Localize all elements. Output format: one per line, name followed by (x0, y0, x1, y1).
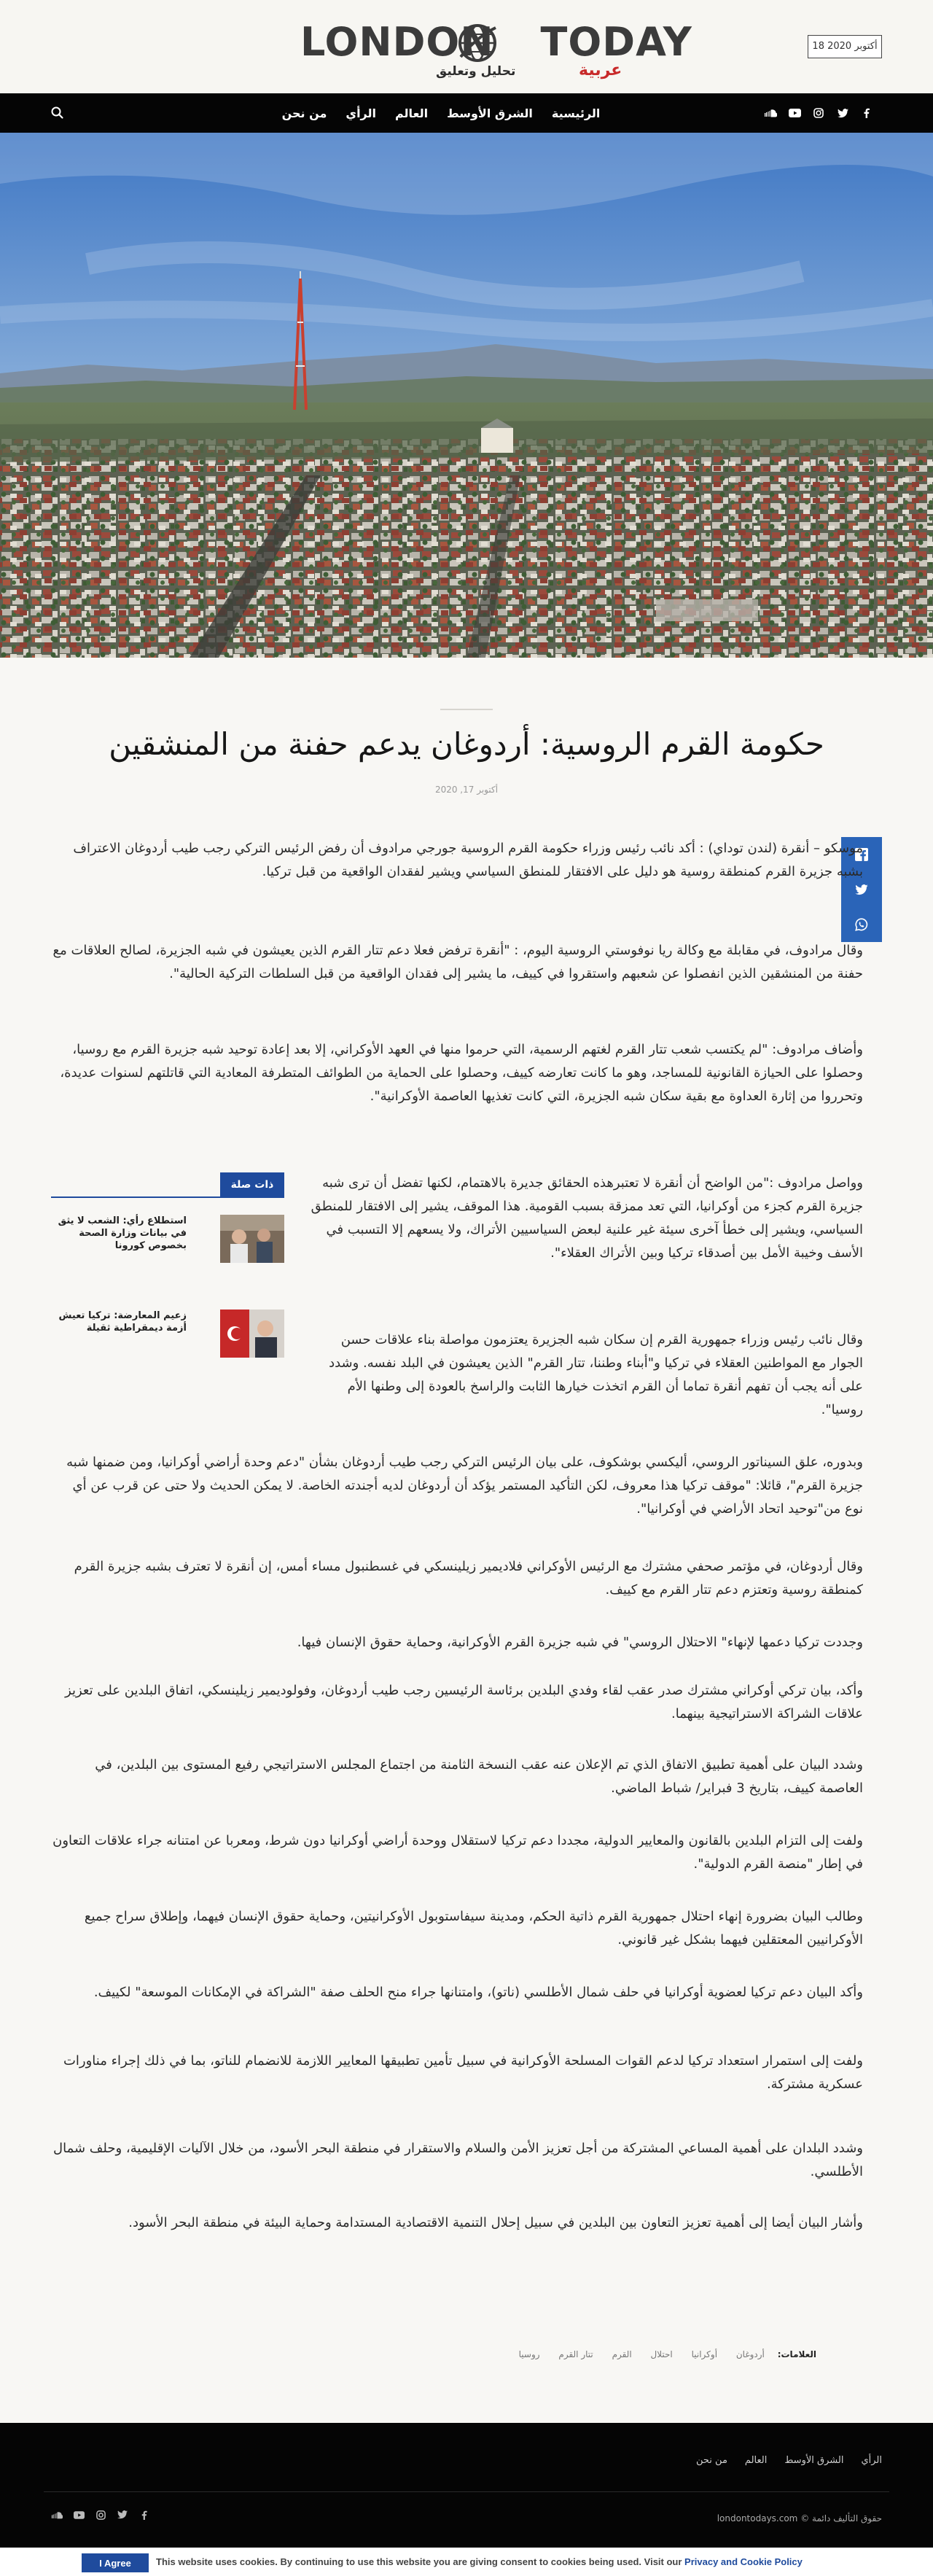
twitter-icon[interactable] (836, 106, 849, 120)
related-thumbnail[interactable] (220, 1310, 284, 1358)
logo-wordmark: LONDON TODAY (300, 19, 692, 65)
article-paragraph: وشدد البيان على أهمية تطبيق الاتفاق الذي تم الإعلان عنه عقب النسخة الثامنة من اجتماع المجلس الاستراتيجي رفيع المستوى بين البلدين، في العاصمة كييف، بتاريخ 3 فبراير/ شباط الماضي. (95, 1757, 863, 1796)
article-paragraph: وأضاف مرادوف: "لم يكتسب شعب تتار القرم لغتهم الرسمية، التي حرموا منها في العهد الأوكراني، إلا بعد إعادة توحيد شبه جزيرة القرم مع روسيا، وحصلوا على الحيازة القانونية للمساجد، وهو ما كانت تعارضه كييف، وحصلوا على الحماية من الطوائف المتطرفة المعادية التي قاتلتهم لسنوات عديدة، وتحرروا من إثارة العداوة مع بقية سكان شبه الجزيرة، التي كانت تغذيها العاصمة الأوكرانية". (60, 1042, 863, 1104)
city-panorama-illustration (0, 133, 933, 658)
related-title[interactable]: استطلاع رأي: الشعب لا يثق في بيانات وزارة الصحة بخصوص كورونا (58, 1215, 187, 1251)
article-paragraph: وواصل مرادوف :"من الواضح أن أنقرة لا تعتبرهذه الحقائق جديرة بالاهتمام، لكنها تفضل أن ترى شبه جزيرة القرم كجزء من أوكرانيا، التي تعد ممزقة بسبب القومية. هذا الموقف، يشير إلى الافتقار للمنطق السياسي، ويشير إلى خطأ آخرى سيئة غير علنية لبعض السياسيين الأتراك، ولا يسعهم إلا التسبب في الأسف وخيبة الأمل بين أصدقاء تركيا وبين الأتراك العقلاء". (311, 1175, 863, 1261)
soundcloud-icon[interactable] (51, 2509, 63, 2521)
article-paragraph: موسكو – أنقرة (لندن توداي) : أكد نائب رئيس وزراء حكومة القرم الروسية جورجي مرادوف أن رفض الرئيس التركي رجب طيب أردوغان الاعتراف بشبه جزيرة القرم كمنطقة روسية هو دليل على الافتقار للمنطق السياسي ويشير لفقدان الواقعية من قبل تركيا. (73, 841, 863, 879)
article-paragraph: وقال مرادوف، في مقابلة مع وكالة ريا نوفوستي الروسية اليوم، : "أنقرة ترفض فعلا دعم تتار القرم الذين يعيشون في شبه الجزيرة، لصالح العلاقات مع حفنة من المنشقين الذين انفصلوا عن شعبهم واستقروا في كييف، ما يشير إلى فقدان الواقعية من قبل السلطات التركية الحالية". (52, 943, 863, 981)
twitter-icon[interactable] (117, 2509, 128, 2521)
instagram-icon[interactable] (812, 106, 825, 120)
tag-link[interactable]: أوكرانيا (691, 2349, 718, 2359)
soundcloud-icon[interactable] (764, 106, 777, 120)
article-title: حكومة القرم الروسية: أردوغان يدعم حفنة من المنشقين (109, 726, 824, 762)
tags-label: العلامات: (777, 2349, 816, 2359)
nav-item-about[interactable]: من نحن (281, 106, 327, 120)
hero-image (0, 133, 933, 658)
youtube-icon[interactable] (788, 106, 801, 120)
site-logo[interactable] (300, 19, 692, 85)
cookie-text: This website uses cookies. By continuing to use this website you are giving consent to cookies being used. Visit our (156, 2556, 685, 2567)
nav-item-home[interactable]: الرئيسية (551, 106, 601, 120)
footer-link-about[interactable]: من نحن (696, 2455, 727, 2466)
search-icon[interactable] (50, 105, 66, 121)
header-date: 18 أكتوبر 2020 (808, 35, 882, 58)
article-paragraph: وبدوره، علق السيناتور الروسي، أليكسي بوشكوف، على بيان الرئيس التركي رجب طيب أردوغان بشأن "دعم وحدة أراضي أوكرانيا، ومن ضمنها شبه جزيرة القرم"، قائلا: "موقف تركيا هذا معروف، لكن التأكيد المستمر يؤكد أن أردوغان لديه أجندته الخاصة. لا يمكن الحديث ولا حتى عن قرب عن أي نوع من"توحيد اتحاد الأراضي في أوكرانيا". (66, 1455, 863, 1517)
footer-divider (44, 2491, 889, 2492)
main-nav (0, 93, 933, 133)
footer-social-icons (51, 2509, 150, 2521)
article-paragraph: ولفت إلى التزام البلدين بالقانون والمعايير الدولية، مجددا دعم تركيا لاستقلال ووحدة أراضي أوكرانيا دون شرط، ومعربا عن امتنانه جراء علاقات التعاون في إطار "منصة القرم الدولية". (52, 1833, 863, 1872)
article-paragraph: ولفت إلى استمرار استعداد تركيا لدعم القوات المسلحة الأوكرانية في سبيل تأمين تطبيقها المعايير اللازمة للانضمام للناتو، بما في ذلك إجراء مناورات عسكرية مشتركة. (63, 2053, 863, 2092)
article-paragraph: وقال أردوغان، في مؤتمر صحفي مشترك مع الرئيس الأوكراني فلاديمير زيلينسكي في غسطنبول مساء أمس، إن أنقرة لا تعترف بشبه جزيرة القرم كمنطقة روسية وتعتزم دعم تتار القرم مع كييف. (74, 1559, 863, 1598)
logo-arabic: عربية (579, 61, 622, 79)
tag-link[interactable]: أردوغان (735, 2349, 765, 2359)
article-paragraph: وطالب البيان بضرورة إنهاء احتلال جمهورية القرم ذاتية الحكم، ومدينة سيفاستوبول الأوكرانيتين، وحماية حقوق الإنسان فيهما، وإطلاق سراح جميع الأوكرانيين المعتقلين فيهما بشكل غير قانوني. (84, 1909, 863, 1947)
related-item[interactable] (51, 1215, 284, 1269)
title-divider (440, 709, 493, 710)
footer-link-middle-east[interactable]: الشرق الأوسط (784, 2455, 844, 2466)
privacy-policy-link[interactable]: Privacy and Cookie Policy (684, 2556, 803, 2567)
article-paragraph: وشدد البلدان على أهمية المساعي المشتركة من أجل تعزيز الأمن والسلام والاستقرار في منطقة البحر الأسود، من خلال الآليات الإقليمية، وحلف شمال الأطلسي. (53, 2141, 863, 2179)
nav-social-icons (764, 93, 873, 133)
nav-item-world[interactable]: العالم (395, 106, 429, 120)
youtube-icon[interactable] (73, 2509, 85, 2521)
globe-icon (456, 22, 499, 64)
footer-copyright: حقوق التأليف دائمة © londontodays.com (717, 2513, 882, 2524)
article-paragraph: وجددت تركيا دعمها لإنهاء" الاحتلال الروسي" في شبه جزيرة القرم الأوكرانية، وحماية حقوق الإنسان فيها. (297, 1635, 863, 1650)
logo-subtitle: تحليل وتعليق (436, 64, 516, 79)
cookie-banner (0, 2548, 933, 2576)
masthead (0, 0, 933, 93)
article-date: أكتوبر 17, 2020 (434, 785, 499, 795)
related-item[interactable] (51, 1310, 284, 1363)
tag-link[interactable]: روسيا (518, 2349, 540, 2359)
article-paragraph: وأكد، بيان تركي أوكراني مشترك صدر عقب لقاء وفدي البلدين برئاسة الرئيسين رجب طيب أردوغان، وفولوديمير زيلينسكي، اتفاق البلدين على تعزيز علاقات الشراكة الاستراتيجية بينهما. (65, 1683, 863, 1721)
instagram-icon[interactable] (95, 2509, 106, 2521)
cookie-message (156, 2556, 803, 2567)
footer-menu (583, 2455, 882, 2477)
tag-list (51, 2349, 816, 2359)
related-thumbnail[interactable] (220, 1215, 284, 1263)
article-paragraph: وأشار البيان أيضا إلى أهمية تعزيز التعاون بين البلدين في سبيل إحلال التنمية الاقتصادية المستدامة وحماية البيئة في منطقة البحر الأسود. (128, 2215, 863, 2230)
footer-link-world[interactable]: العالم (744, 2455, 768, 2466)
cookie-accept-button[interactable]: I Agree (82, 2553, 149, 2572)
nav-item-middle-east[interactable]: الشرق الأوسط (447, 106, 533, 120)
facebook-icon[interactable] (860, 106, 873, 120)
related-title[interactable]: زعيم المعارضة: تركيا تعيش أزمة ديمقراطية ثقيلة (58, 1310, 187, 1334)
tag-link[interactable]: تتار القرم (558, 2349, 593, 2359)
nav-menu (270, 93, 612, 133)
tag-link[interactable]: القرم (612, 2349, 632, 2359)
article-paragraph: وقال نائب رئيس وزراء جمهورية القرم إن سكان شبه الجزيرة يعتزمون مواصلة بناء علاقات حسن الجوار مع المواطنين العقلاء في تركيا و"أبناء وطننا، تتار القرم" الذين يعيشون في البلد نفسه. وشدد على أنه يجب أن تفهم أنقرة تماما أن القرم اتخذت خيارها الثابت والراسخ بالعودة إلى وطنها الأم روسيا". (329, 1332, 863, 1417)
related-heading: ذات صلة (220, 1172, 284, 1197)
tag-link[interactable]: احتلال (650, 2349, 673, 2359)
nav-item-opinion[interactable]: الرأي (346, 106, 376, 120)
footer-link-opinion[interactable]: الرأي (861, 2455, 882, 2466)
article-paragraph: وأكد البيان دعم تركيا لعضوية أوكرانيا في حلف شمال الأطلسي (ناتو)، وامتنانها جراء منح الحلف صفة "الشراكة في الإمكانات الموسعة" لكييف. (93, 1985, 863, 2000)
related-divider (51, 1196, 284, 1198)
facebook-icon[interactable] (138, 2509, 150, 2521)
share-whatsapp-icon[interactable] (841, 907, 882, 942)
